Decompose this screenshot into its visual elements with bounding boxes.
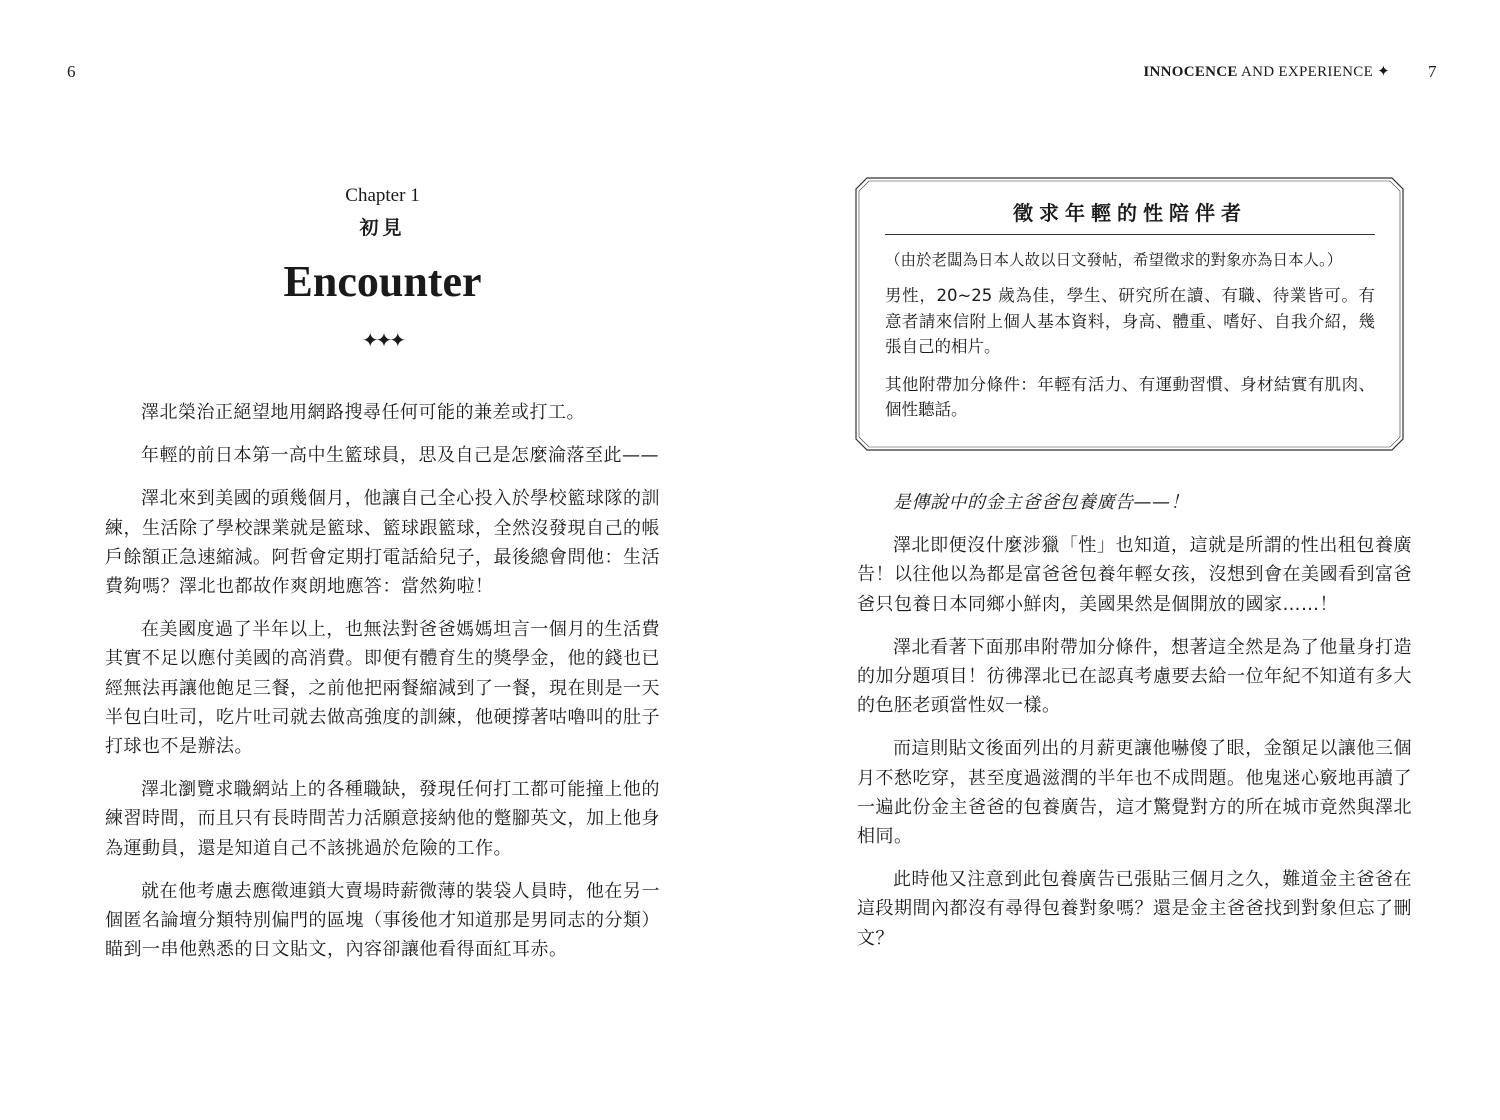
chapter-heading <box>105 184 660 352</box>
chapter-title-cn: 初見 <box>359 217 406 239</box>
ad-title: 徵求年輕的性陪伴者 <box>885 196 1375 235</box>
paragraph: 此時他又注意到此包養廣告已張貼三個月之久，難道金主爸爸在這段期間內都沒有尋得包養對象嗎？還是金主爸爸找到對象但忘了刪文？ <box>857 869 1412 949</box>
ad-requirements: 男性，20~25 歲為佳，學生、研究所在讀、有職、待業皆可。有意者請來信附上個人基本資料，身高、體重、嗜好、自我介紹，幾張自己的相片。 <box>885 286 1375 356</box>
paragraph: 澤北瀏覽求職網站上的各種職缺，發現任何打工都可能撞上他的練習時間，而且只有長時間苦力活願意接納他的蹩腳英文，加上他身為運動員，還是知道自己不該挑過於危險的工作。 <box>105 779 660 859</box>
paragraph: 澤北榮治正絕望地用網路搜尋任何可能的兼差或打工。 <box>141 402 585 423</box>
running-header <box>1060 62 1390 81</box>
chapter-label: Chapter 1 <box>345 185 420 206</box>
paragraph: 澤北即便沒什麼涉獵「性」也知道，這就是所謂的性出租包養廣告！以往他以為都是富爸爸包養年輕女孩，沒想到會在美國看到富爸爸只包養日本同鄉小鮮肉，美國果然是個開放的國家……！ <box>857 535 1412 615</box>
paragraph: 年輕的前日本第一高中生籃球員，思及自己是怎麼淪落至此—— <box>141 445 659 467</box>
ad-bonus-conditions: 其他附帶加分條件：年輕有活力、有運動習慣、身材結實有肌肉、個性聽話。 <box>885 374 1375 419</box>
paragraph: 在美國度過了半年以上，也無法對爸爸媽媽坦言一個月的生活費其實不足以應付美國的高消費。即便有體育生的獎學金，他的錢也已經無法再讓他飽足三餐，之前他把兩餐縮減到了一餐，現在則是一天半包白吐司，吃片吐司就去做高強度的訓練，他硬撐著咕嚕叫的肚子打球也不是辦法。 <box>105 619 660 758</box>
page-number-right: 7 <box>1428 62 1437 81</box>
paragraph: 而這則貼文後面列出的月薪更讓他嚇傻了眼，金額足以讓他三個月不愁吃穿，甚至度過滋潤的半年也不成問題。他鬼迷心竅地再讀了一遍此份金主爸爸的包養廣告，這才驚覺對方的所在城市竟然與澤北相同。 <box>857 738 1412 848</box>
running-header-bold: INNOCENCE <box>1143 64 1238 80</box>
right-page-body <box>857 488 1412 967</box>
paragraph: 澤北來到美國的頭幾個月，他讓自己全心投入於學校籃球隊的訓練，生活除了學校課業就是籃球、籃球跟籃球，全然沒發現自己的帳戶餘額正急速縮減。阿哲會定期打電話給兒子，最後總會問他：生活費夠嗎？澤北也都故作爽朗地應答：當然夠啦！ <box>105 488 660 598</box>
sparkle-ornament-icon: ✦✦✦ <box>361 328 404 352</box>
left-page-body <box>105 398 660 978</box>
page-number-left: 6 <box>67 62 76 81</box>
ad-box <box>885 196 1375 423</box>
ad-subtitle: （由於老闆為日本人故以日文發帖，希望徵求的對象亦為日本人。） <box>885 251 1343 269</box>
paragraph-italic: 是傳說中的金主爸爸包養廣告——！ <box>893 492 1189 513</box>
paragraph: 澤北看著下面那串附帶加分條件，想著這全然是為了他量身打造的加分題項目！彷彿澤北已在認真考慮要去給一位年紀不知道有多大的色胚老頭當性奴一樣。 <box>857 636 1412 717</box>
paragraph: 就在他考慮去應徵連鎖大賣場時薪微薄的裝袋人員時，他在另一個匿名論壇分類特別偏門的區塊（事後他才知道那是男同志的分類）瞄到一串他熟悉的日文貼文，內容卻讓他看得面紅耳赤。 <box>105 880 660 961</box>
running-header-rest: AND EXPERIENCE ✦ <box>1237 64 1390 80</box>
chapter-title-en: Encounter <box>283 257 482 306</box>
